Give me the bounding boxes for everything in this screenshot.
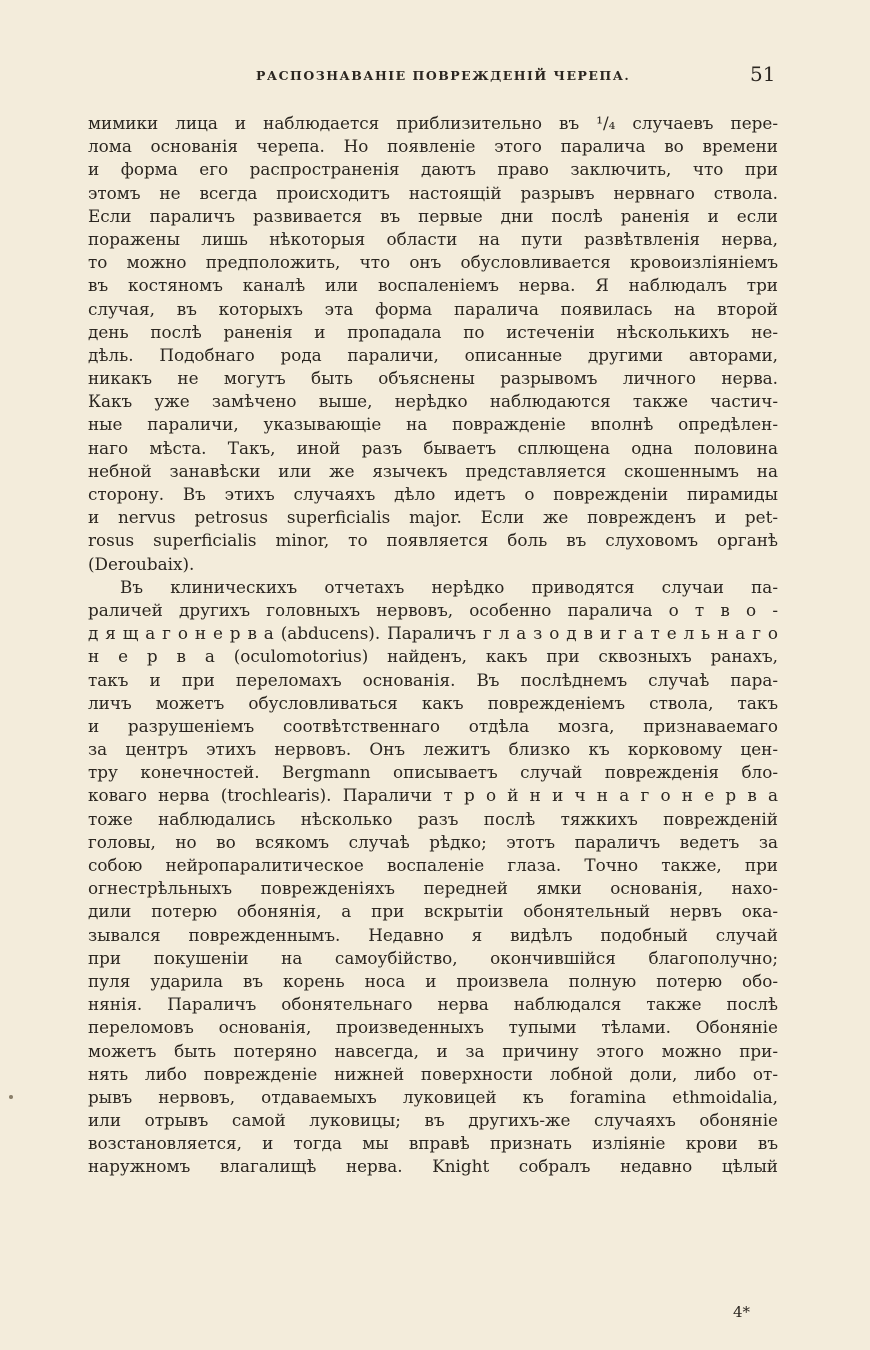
text-line: Если параличъ развивается въ первые дни послѣ раненія и если — [88, 205, 778, 226]
text-line: огнестрѣльныхъ поврежденіяхъ передней ямки основанія, нахо- — [88, 878, 778, 899]
text-line: и разрушеніемъ соотвѣтственнаго отдѣла мозга, признаваемаго — [88, 715, 778, 736]
text-line: головы, но во всякомъ случаѣ рѣдко; этотъ параличъ ведетъ за — [88, 831, 778, 852]
text-line: и форма его распространенія даютъ право заключить, что при — [88, 159, 778, 180]
paper-spot — [9, 1095, 13, 1099]
text-line: наружномъ влагалищѣ нерва. Knight собралъ недавно цѣлый — [88, 1156, 778, 1177]
text-line: и nervus petrosus superficialis major. Если же поврежденъ и pet- — [88, 507, 778, 528]
text-line: коваго нерва (trochlearis). Параличи т р о й н и ч н а г о н е р в а — [88, 785, 778, 806]
text-line: то можно предположить, что онъ обусловливается кровоизліяніемъ — [88, 252, 778, 273]
text-line: этомъ не всегда происходитъ настоящій разрывъ нервнаго ствола. — [88, 182, 778, 203]
running-title: РАСПОЗНАВАНIЕ ПОВРЕЖДЕНIЙ ЧЕРЕПА. — [256, 68, 631, 83]
text-line-paragraph-end: (Deroubaix). — [88, 553, 195, 574]
text-line: переломовъ основанія, произведенныхъ тупыми тѣлами. Обоняніе — [88, 1017, 778, 1038]
text-line: зывался поврежденнымъ. Недавно я видѣлъ подобный случай — [88, 924, 778, 945]
page-number: 51 — [750, 62, 776, 86]
text-line: наго мѣста. Такъ, иной разъ бываетъ сплющена одна половина — [88, 437, 778, 458]
text-line: или отрывъ самой луковицы; въ другихъ-же случаяхъ обоняніе — [88, 1110, 778, 1131]
text-line: нять либо поврежденіе нижней поверхности лобной доли, либо от- — [88, 1063, 778, 1084]
text-line: случая, въ которыхъ эта форма паралича появилась на второй — [88, 298, 778, 319]
text-line: день послѣ раненія и пропадала по истеченіи нѣсколькихъ не- — [88, 321, 778, 342]
text-line-paragraph-start: Въ клиническихъ отчетахъ нерѣдко приводятся случаи па- — [120, 576, 778, 597]
text-line: н е р в а (oculomotorius) найденъ, какъ при сквозныхъ ранахъ, — [88, 646, 778, 667]
text-line: лома основанія черепа. Но появленіе этого паралича во времени — [88, 136, 778, 157]
text-line: въ костяномъ каналѣ или воспаленіемъ нерва. Я наблюдалъ три — [88, 275, 778, 296]
text-line: дили потерю обонянія, а при вскрытіи обонятельный нервъ ока- — [88, 901, 778, 922]
text-line: сторону. Въ этихъ случаяхъ дѣло идетъ о поврежденіи пирамиды — [88, 484, 778, 504]
text-line: рывъ нервовъ, отдаваемыхъ луковицей къ foramina ethmoidalia, — [88, 1086, 778, 1107]
text-line: тоже наблюдались нѣсколько разъ послѣ тяжкихъ поврежденій — [88, 808, 778, 829]
body-text — [88, 112, 778, 1179]
text-line: личъ можетъ обусловливаться какъ поврежденіемъ ствола, такъ — [88, 692, 778, 713]
text-line: мимики лица и наблюдается приблизительно въ ¹/₄ случаевъ пере- — [88, 113, 778, 133]
text-line: при покушеніи на самоубійство, окончившійся благополучно; — [88, 947, 778, 968]
text-line: нянія. Параличъ обонятельнаго нерва наблюдался также послѣ — [88, 994, 778, 1015]
text-line: пуля ударила въ корень носа и произвела полную потерю обо- — [88, 970, 778, 991]
text-line: собою нейропаралитическое воспаленіе глаза. Точно также, при — [88, 855, 778, 875]
text-line: за центръ этихъ нервовъ. Онъ лежитъ близко къ корковому цен- — [88, 739, 778, 760]
text-line: никакъ не могутъ быть объяснены разрывомъ личного нерва. — [88, 368, 778, 389]
text-line: д я щ а г о н е р в а (abducens). Параличъ г л а з о д в и г а т е л ь н а г о — [88, 623, 778, 644]
text-line: можетъ быть потеряно навсегда, и за причину этого можно при- — [88, 1040, 778, 1061]
text-line: раличей другихъ головныхъ нервовъ, особенно паралича о т в о - — [88, 599, 778, 620]
text-line: возстановляется, и тогда мы вправѣ признать изліяніе крови въ — [88, 1133, 778, 1154]
signature-mark: 4* — [733, 1303, 751, 1321]
text-line: небной занавѣски или же язычекъ представляется скошеннымъ на — [88, 460, 778, 481]
text-line: поражены лишь нѣкоторыя области на пути развѣтвленія нерва, — [88, 228, 778, 249]
text-line: Какъ уже замѣчено выше, нерѣдко наблюдаются также частич- — [88, 391, 778, 412]
text-line: ные параличи, указывающіе на повражденіе вполнѣ опредѣлен- — [88, 414, 778, 435]
text-line: такъ и при переломахъ основанія. Въ послѣднемъ случаѣ пара- — [88, 669, 778, 690]
text-line: дѣль. Подобнаго рода параличи, описанные другими авторами, — [88, 344, 778, 365]
text-line: тру конечностей. Bergmann описываетъ случай поврежденія бло- — [88, 762, 778, 783]
text-line: rosus superficialis minor, то появляется боль въ слуховомъ органѣ — [88, 530, 778, 551]
